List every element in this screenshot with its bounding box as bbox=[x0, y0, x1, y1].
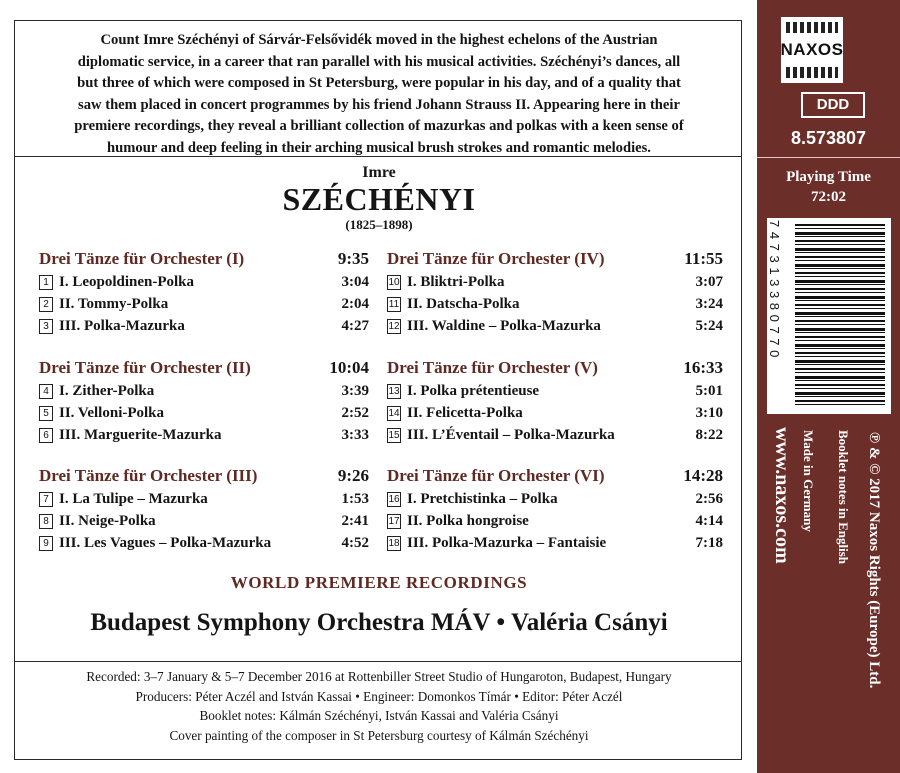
track-number: 5 bbox=[39, 406, 53, 421]
track-time: 5:24 bbox=[695, 318, 723, 334]
track-title: III. Waldine – Polka-Mazurka bbox=[407, 318, 601, 334]
track-time: 2:41 bbox=[341, 513, 369, 529]
track-time: 5:01 bbox=[695, 383, 723, 399]
track-title: III. Polka-Mazurka – Fantaisie bbox=[407, 535, 607, 551]
track-row bbox=[387, 402, 723, 424]
track-title: III. Marguerite-Mazurka bbox=[59, 427, 222, 443]
track-number: 11 bbox=[388, 298, 400, 310]
track-number: 15 bbox=[388, 429, 400, 441]
work-group bbox=[39, 247, 369, 337]
track-row bbox=[387, 271, 723, 293]
credit-line: Cover painting of the composer in St Petersburg courtesy of Kálmán Széchényi bbox=[169, 727, 589, 743]
track-number: 13 bbox=[388, 385, 400, 397]
work-group bbox=[387, 247, 723, 337]
track-title: I. Polka prétentieuse bbox=[407, 383, 540, 399]
track-title: I. Leopoldinen-Polka bbox=[59, 274, 195, 290]
work-title: Drei Tänze für Orchester (V) bbox=[387, 358, 598, 377]
track-number: 2 bbox=[39, 297, 53, 312]
track-title: II. Felicetta-Polka bbox=[407, 405, 523, 421]
logo-wordmark: NAXOS bbox=[780, 40, 844, 59]
track-number: 6 bbox=[39, 428, 53, 443]
track-time: 3:39 bbox=[341, 383, 369, 399]
work-title: Drei Tänze für Orchester (IV) bbox=[387, 249, 605, 268]
track-number: 3 bbox=[39, 319, 53, 334]
track-number: 12 bbox=[388, 320, 400, 332]
track-time: 3:33 bbox=[341, 427, 369, 443]
logo-columns-icon bbox=[786, 22, 838, 33]
work-duration: 9:26 bbox=[337, 466, 369, 485]
track-time: 2:56 bbox=[695, 491, 723, 507]
track-number: 17 bbox=[388, 515, 400, 527]
work-group bbox=[39, 356, 369, 446]
track-title: II. Polka hongroise bbox=[407, 513, 529, 529]
track-row bbox=[39, 402, 369, 424]
naxos-logo bbox=[781, 17, 843, 83]
track-number: 1 bbox=[39, 275, 53, 290]
work-duration: 16:33 bbox=[683, 358, 723, 377]
work-group bbox=[387, 464, 723, 554]
work-duration: 11:55 bbox=[684, 249, 723, 268]
track-number: 18 bbox=[388, 537, 400, 549]
track-title: II. Tommy-Polka bbox=[59, 296, 169, 312]
track-title: I. Zither-Polka bbox=[59, 383, 155, 399]
divider bbox=[15, 661, 741, 662]
composer-surname: SZÉCHÉNYI bbox=[282, 181, 476, 217]
catalogue-number: 8.573807 bbox=[790, 128, 867, 148]
track-row bbox=[387, 380, 723, 402]
track-row bbox=[387, 293, 723, 315]
track-time: 1:53 bbox=[341, 491, 369, 507]
intro-line: humour and deep feeling in their arching musical brush strokes and romantic melodies. bbox=[107, 139, 651, 156]
track-number: 8 bbox=[39, 514, 53, 529]
track-title: III. L’Éventail – Polka-Mazurka bbox=[407, 427, 615, 443]
intro-paragraph bbox=[15, 30, 743, 160]
track-time: 3:04 bbox=[341, 274, 369, 290]
track-title: III. Polka-Mazurka bbox=[59, 318, 185, 334]
track-row bbox=[39, 315, 369, 337]
track-number: 9 bbox=[39, 536, 53, 551]
divider bbox=[15, 156, 741, 157]
track-number: 4 bbox=[39, 384, 53, 399]
credit-line: Recorded: 3–7 January & 5–7 December 2016 at Rottenbiller Street Studio of Hungaroton, Budapest, Hungary bbox=[86, 669, 672, 684]
composer-first-name: Imre bbox=[362, 164, 396, 181]
work-group bbox=[387, 356, 723, 446]
track-title: I. Bliktri-Polka bbox=[407, 274, 505, 290]
track-row bbox=[387, 532, 723, 554]
track-number: 16 bbox=[388, 493, 400, 505]
track-time: 2:04 bbox=[341, 296, 369, 312]
track-row bbox=[387, 510, 723, 532]
track-time: 3:07 bbox=[695, 274, 723, 290]
track-row bbox=[39, 380, 369, 402]
recording-credits bbox=[15, 667, 743, 745]
track-title: II. Neige-Polka bbox=[59, 513, 156, 529]
performers-line: Budapest Symphony Orchestra MÁV • Valéria Csányi bbox=[90, 609, 668, 636]
track-time: 3:10 bbox=[695, 405, 723, 421]
intro-line: but three of which were composed in St Petersburg, were popular in his day, and of a quality that bbox=[77, 75, 681, 92]
composer-dates: (1825–1898) bbox=[345, 217, 413, 232]
track-number: 10 bbox=[388, 276, 400, 288]
track-title: I. Pretchistinka – Polka bbox=[407, 491, 558, 507]
made-in-note: Made in Germany bbox=[801, 430, 816, 532]
work-group bbox=[39, 464, 369, 554]
track-row bbox=[39, 424, 369, 446]
content-frame bbox=[14, 20, 742, 760]
website-url[interactable]: www.naxos.com bbox=[771, 427, 793, 564]
track-time: 3:24 bbox=[695, 296, 723, 312]
work-title: Drei Tänze für Orchester (I) bbox=[39, 249, 245, 268]
track-number: 14 bbox=[388, 407, 400, 419]
playing-time-label: Playing Time bbox=[786, 169, 871, 185]
work-title: Drei Tänze für Orchester (II) bbox=[39, 358, 251, 377]
credit-line: Producers: Péter Aczél and István Kassai • Engineer: Domonkos Tímár • Editor: Péter Aczél bbox=[135, 688, 623, 704]
credit-line: Booklet notes: Kálmán Széchényi, István Kassai and Valéria Csányi bbox=[199, 708, 559, 723]
track-title: III. Les Vagues – Polka-Mazurka bbox=[59, 535, 272, 551]
track-time: 7:18 bbox=[695, 535, 723, 551]
track-title: II. Datscha-Polka bbox=[407, 296, 520, 312]
copyright-notice: ℗ & © 2017 Naxos Rights (Europe) Ltd. bbox=[866, 432, 882, 689]
logo-base-icon bbox=[786, 67, 838, 78]
intro-line: saw them placed in concert programmes by his friend Johann Strauss II. Appearing here in their bbox=[78, 96, 680, 113]
work-title: Drei Tänze für Orchester (III) bbox=[39, 466, 258, 485]
track-row bbox=[39, 271, 369, 293]
divider bbox=[757, 157, 900, 158]
intro-line: diplomatic service, in a career that ran parallel with his musical activities. Széchényi’s dances, all bbox=[77, 53, 681, 70]
booklet-language-note: Booklet notes in English bbox=[836, 430, 851, 565]
barcode-bars-icon bbox=[795, 224, 885, 408]
track-time: 4:14 bbox=[695, 513, 723, 529]
barcode-digits: 747313380770 bbox=[767, 220, 782, 362]
track-row bbox=[39, 488, 369, 510]
track-time: 4:27 bbox=[341, 318, 369, 334]
track-row bbox=[39, 510, 369, 532]
premiere-heading: WORLD PREMIERE RECORDINGS bbox=[230, 573, 528, 592]
work-duration: 14:28 bbox=[683, 466, 723, 485]
barcode bbox=[767, 218, 891, 414]
track-time: 8:22 bbox=[695, 427, 723, 443]
work-duration: 9:35 bbox=[337, 249, 369, 268]
track-row bbox=[39, 532, 369, 554]
track-time: 4:52 bbox=[341, 535, 369, 551]
track-row bbox=[387, 315, 723, 337]
track-row bbox=[39, 293, 369, 315]
intro-line: Count Imre Széchényi of Sárvár-Felsővidék moved in the highest echelons of the Austrian bbox=[100, 32, 658, 48]
playing-time-value: 72:02 bbox=[811, 189, 846, 205]
track-row bbox=[387, 424, 723, 446]
intro-line: premiere recordings, they reveal a brilliant collection of mazurkas and polkas with a keen sense of bbox=[74, 118, 684, 135]
track-row bbox=[387, 488, 723, 510]
work-duration: 10:04 bbox=[329, 358, 369, 377]
track-time: 2:52 bbox=[341, 405, 369, 421]
track-title: I. La Tulipe – Mazurka bbox=[59, 491, 208, 507]
track-number: 7 bbox=[39, 492, 53, 507]
track-title: II. Velloni-Polka bbox=[59, 405, 165, 421]
work-title: Drei Tänze für Orchester (VI) bbox=[387, 466, 605, 485]
format-badge: DDD bbox=[801, 92, 865, 118]
